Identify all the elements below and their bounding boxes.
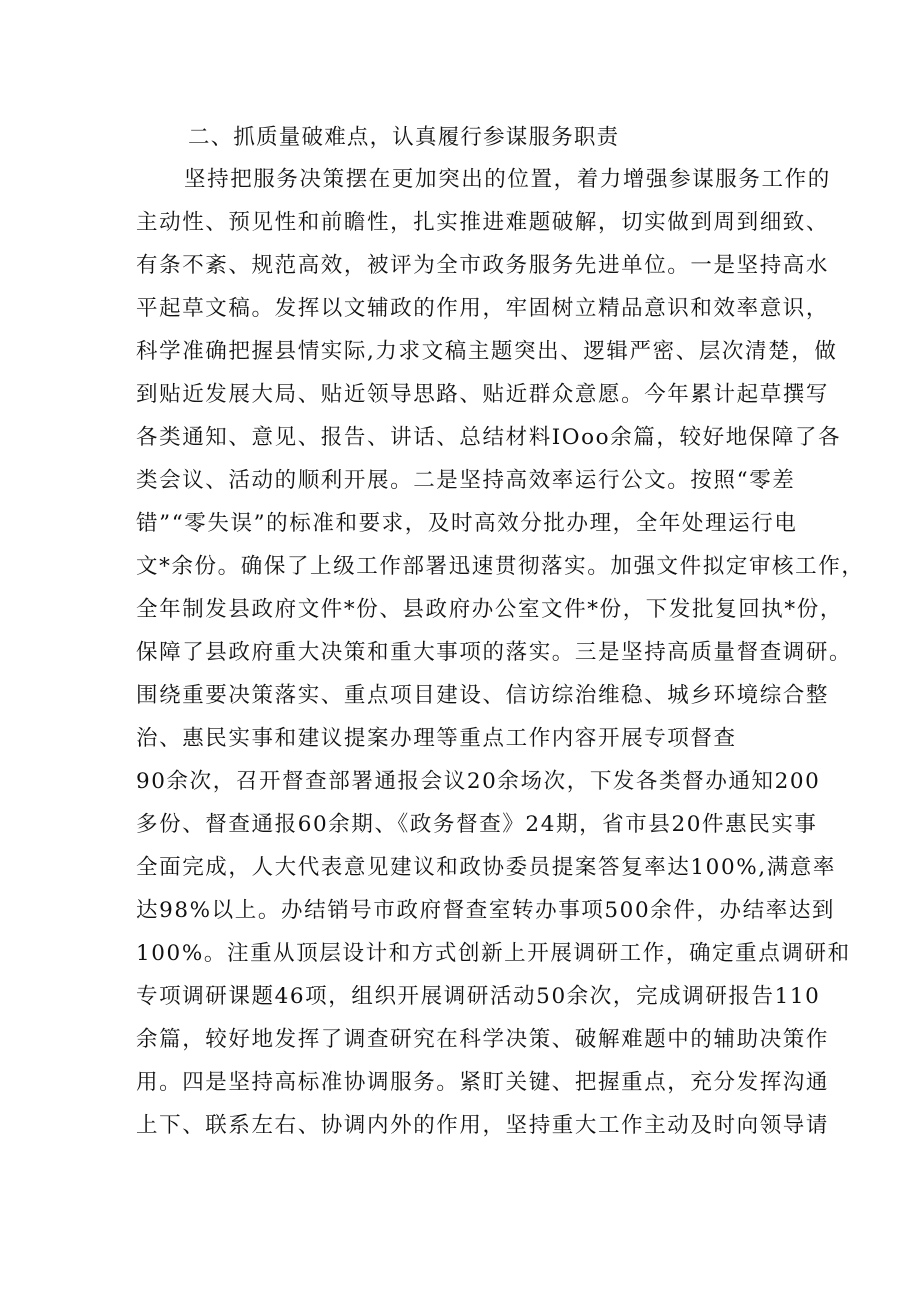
paragraph-line: 全年制发县政府文件*份、县政府办公室文件*份，下发批复回执*份， bbox=[136, 597, 843, 622]
paragraph-line: 保障了县政府重大决策和重大事项的落实。三是坚持高质量督查调研。 bbox=[136, 640, 853, 665]
paragraph-line: 多份、督查通报60余期、《政务督查》24期，省市县20件惠民实事 bbox=[136, 812, 818, 837]
paragraph-line: 治、惠民实事和建议提案办理等重点工作内容开展专项督查 bbox=[136, 726, 737, 751]
paragraph-line: 错”“零失误”的标准和要求，及时高效分批办理，全年处理运行电 bbox=[136, 511, 798, 536]
paragraph-line: 专项调研课题46项，组织开展调研活动50余次，完成调研报告110 bbox=[136, 984, 821, 1009]
paragraph-line: 到贴近发展大局、贴近领导思路、贴近群众意愿。今年累计起草撰写 bbox=[136, 382, 830, 407]
paragraph-line: 全面完成，人大代表意见建议和政协委员提案答复率达100%,满意率 bbox=[136, 855, 837, 880]
paragraph-line: 达98%以上。办结销号市政府督查室转办事项500余件，办结率达到 bbox=[136, 898, 836, 923]
paragraph-line: 主动性、预见性和前瞻性，扎实推进难题破解，切实做到周到细致、 bbox=[136, 210, 830, 235]
paragraph-line: 100%。注重从顶层设计和方式创新上开展调研工作，确定重点调研和 bbox=[136, 941, 851, 966]
paragraph-line: 文*余份。确保了上级工作部署迅速贯彻落实。加强文件拟定审核工作， bbox=[136, 554, 865, 579]
section-heading: 二、抓质量破难点，认真履行参谋服务职责 bbox=[188, 125, 620, 150]
paragraph-line: 类会议、活动的顺利开展。二是坚持高效率运行公文。按照“零差 bbox=[136, 468, 796, 493]
paragraph-line: 有条不紊、规范高效，被评为全市政务服务先进单位。一是坚持高水 bbox=[136, 253, 830, 278]
paragraph-line: 余篇，较好地发挥了调查研究在科学决策、破解难题中的辅助决策作 bbox=[136, 1027, 830, 1052]
paragraph-line: 上下、联系左右、协调内外的作用，坚持重大工作主动及时向领导请 bbox=[136, 1113, 830, 1138]
paragraph-line: 围绕重要决策落实、重点项目建设、信访综治维稳、城乡环境综合整 bbox=[136, 683, 830, 708]
paragraph-line: 用。四是坚持高标准协调服务。紧盯关键、把握重点，充分发挥沟通 bbox=[136, 1070, 830, 1095]
paragraph-line: 科学准确把握县情实际,力求文稿主题突出、逻辑严密、层次清楚，做 bbox=[136, 339, 838, 364]
paragraph-line: 90余次，召开督查部署通报会议20余场次，下发各类督办通知200 bbox=[136, 769, 821, 794]
paragraph-line: 各类通知、意见、报告、讲话、总结材料IOoo余篇，较好地保障了各 bbox=[136, 425, 842, 450]
paragraph-line: 坚持把服务决策摆在更加突出的位置，着力增强参谋服务工作的 bbox=[184, 167, 831, 192]
paragraph-line: 平起草文稿。发挥以文辅政的作用，牢固树立精品意识和效率意识， bbox=[136, 296, 830, 321]
